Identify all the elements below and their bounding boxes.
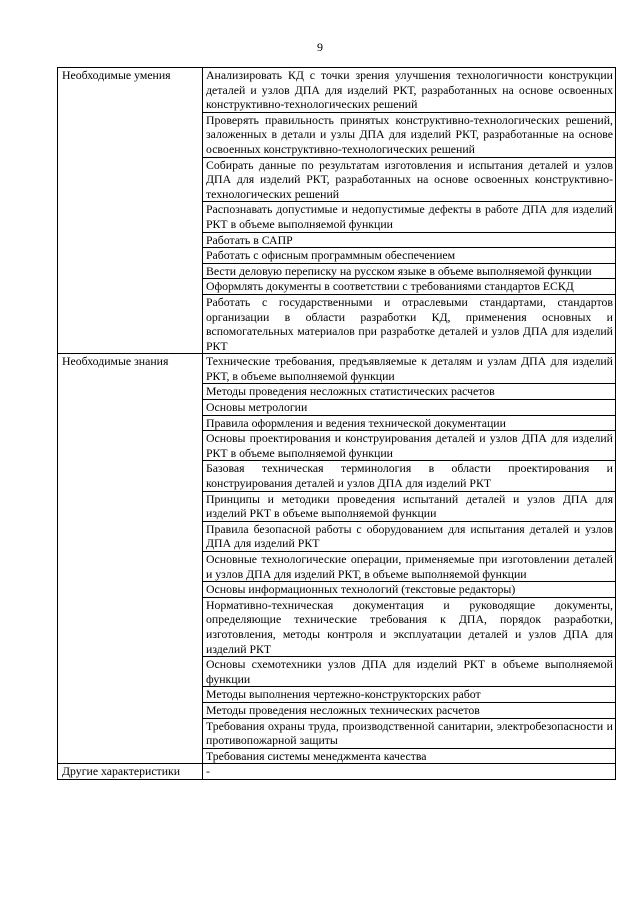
requirements-table-body xyxy=(58,68,616,780)
list-item: Принципы и методики проведения испытаний деталей и узлов ДПА для изделий РКТ в объеме выполняемой функции xyxy=(203,491,616,521)
list-item: Основы схемотехники узлов ДПА для изделий РКТ в объеме выполняемой функции xyxy=(203,657,616,687)
list-item: Проверять правильность принятых конструктивно-технологических решений, заложенных в детали и узлы ДПА для изделий РКТ, разработанные на основе освоенных конструктивно-технологических решений xyxy=(203,112,616,157)
list-item: Правила оформления и ведения технической документации xyxy=(203,415,616,431)
list-item: Правила безопасной работы с оборудованием для испытания деталей и узлов ДПА для изделий РКТ xyxy=(203,521,616,551)
table-row xyxy=(58,764,616,780)
list-item: Вести деловую переписку на русском языке в объеме выполняемой функции xyxy=(203,263,616,279)
list-item: - xyxy=(203,764,616,780)
section-label-knowledge: Необходимые знания xyxy=(58,354,203,764)
table-row xyxy=(58,354,616,384)
list-item: Методы проведения несложных статистических расчетов xyxy=(203,384,616,400)
list-item: Нормативно-техническая документация и руководящие документы, определяющие технические требования к ДПА, порядок разработки, изготовления, методы контроля и эксплуатации деталей и узлов ДПА для изделий РКТ xyxy=(203,597,616,656)
list-item: Требования охраны труда, производственной санитарии, электробезопасности и противопожарной защиты xyxy=(203,718,616,748)
table-row xyxy=(58,68,616,113)
list-item: Собирать данные по результатам изготовления и испытания деталей и узлов ДПА для изделий РКТ, разработанных на основе освоенных конструктивно-технологических решений xyxy=(203,157,616,202)
page-number: 9 xyxy=(317,40,323,54)
requirements-table xyxy=(57,67,616,780)
list-item: Анализировать КД с точки зрения улучшения технологичности конструкции деталей и узлов ДПА для изделий РКТ, разработанных на основе освоенных конструктивно-технологических решений xyxy=(203,68,616,113)
list-item: Основные технологические операции, применяемые при изготовлении деталей и узлов ДПА для изделий РКТ, в объеме выполняемой функции xyxy=(203,552,616,582)
list-item: Основы метрологии xyxy=(203,400,616,416)
list-item: Распознавать допустимые и недопустимые дефекты в работе ДПА для изделий РКТ в объеме выполняемой функции xyxy=(203,202,616,232)
list-item: Работать с государственными и отраслевыми стандартами, стандартов организации в области разработки КД, применения основных и вспомогательных материалов при разработке деталей и узлов ДПА для изделий РКТ xyxy=(203,294,616,353)
section-label-other: Другие характеристики xyxy=(58,764,203,780)
list-item: Методы проведения несложных технических расчетов xyxy=(203,702,616,718)
list-item: Работать с офисным программным обеспечением xyxy=(203,248,616,264)
list-item: Оформлять документы в соответствии с требованиями стандартов ЕСКД xyxy=(203,279,616,295)
list-item: Основы проектирования и конструирования деталей и узлов ДПА для изделий РКТ в объеме выполняемой функции xyxy=(203,431,616,461)
list-item: Работать в САПР xyxy=(203,232,616,248)
section-label-skills: Необходимые умения xyxy=(58,68,203,354)
list-item: Основы информационных технологий (текстовые редакторы) xyxy=(203,582,616,598)
list-item: Методы выполнения чертежно-конструкторских работ xyxy=(203,687,616,703)
list-item: Требования системы менеджмента качества xyxy=(203,748,616,764)
list-item: Технические требования, предъявляемые к деталям и узлам ДПА для изделий РКТ, в объеме выполняемой функции xyxy=(203,354,616,384)
list-item: Базовая техническая терминология в области проектирования и конструирования деталей и узлов ДПА для изделий РКТ xyxy=(203,461,616,491)
